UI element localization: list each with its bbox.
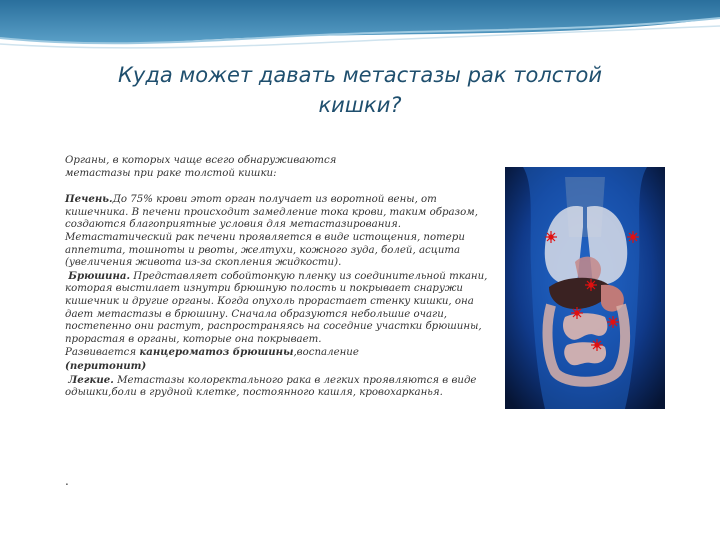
carcinomatosis-prefix: Развивается <box>65 347 140 359</box>
slide-title-line-1: Куда может давать метастазы рак толстой <box>117 63 603 87</box>
slide-body-text <box>65 155 497 400</box>
slide-title <box>40 60 680 120</box>
anatomy-illustration <box>505 167 665 409</box>
decorative-header-band <box>0 0 720 56</box>
peritonitis-heading: (перитонит) <box>65 359 147 372</box>
slide-title-line-2: кишки? <box>318 93 402 117</box>
lungs-text: Метастазы колоректального рака в легких проявляются в виде одышки,боли в грудной клетке, постоянного кашля, кровохарканья. <box>65 374 477 399</box>
peritonitis-line <box>65 360 497 374</box>
peritoneum-heading: Брюшина. <box>68 269 131 282</box>
carcinomatosis-mid: ,воспаление <box>293 347 359 359</box>
liver-text: До 75% крови этот орган получает из воротной вены, от кишечника. В печени происходит замедление тока крови, таким образом, создаются благоприятные условия для метастазирования. Метастатический рак печени проявляется в виде истощения, потери аппетита, тошноты и рвоты, желтухи, кожного зуда, болей, асцита (увеличения живота из-за скопления жидкости). <box>65 194 478 269</box>
peritoneum-paragraph <box>65 270 497 347</box>
lungs-heading: Легкие. <box>68 373 114 386</box>
lungs-paragraph <box>65 374 497 400</box>
peritoneum-text: Представляет собойтонкую пленку из соединительной ткани, которая выстилает изнутри брюшную полость и покрывает снаружи кишечник и другие органы. Когда опухоль прорастает стенку кишки, она дает метастазы в брюшину. Сначала образуются небольшие очаги, постепенно они растут, распространяясь на соседние участки брюшины, прорастая в органы, которые она покрывает. <box>65 270 488 345</box>
carcinomatosis-heading: канцероматоз брюшины <box>139 346 294 359</box>
carcinomatosis-paragraph <box>65 346 497 360</box>
liver-paragraph <box>65 193 497 270</box>
intro-line-2: метастазы при раке толстой кишки: <box>65 167 277 179</box>
liver-heading: Печень. <box>65 193 113 206</box>
trailing-dot: . <box>65 474 69 488</box>
intro-line-1: Органы, в которых чаще всего обнаруживаются <box>65 155 337 166</box>
